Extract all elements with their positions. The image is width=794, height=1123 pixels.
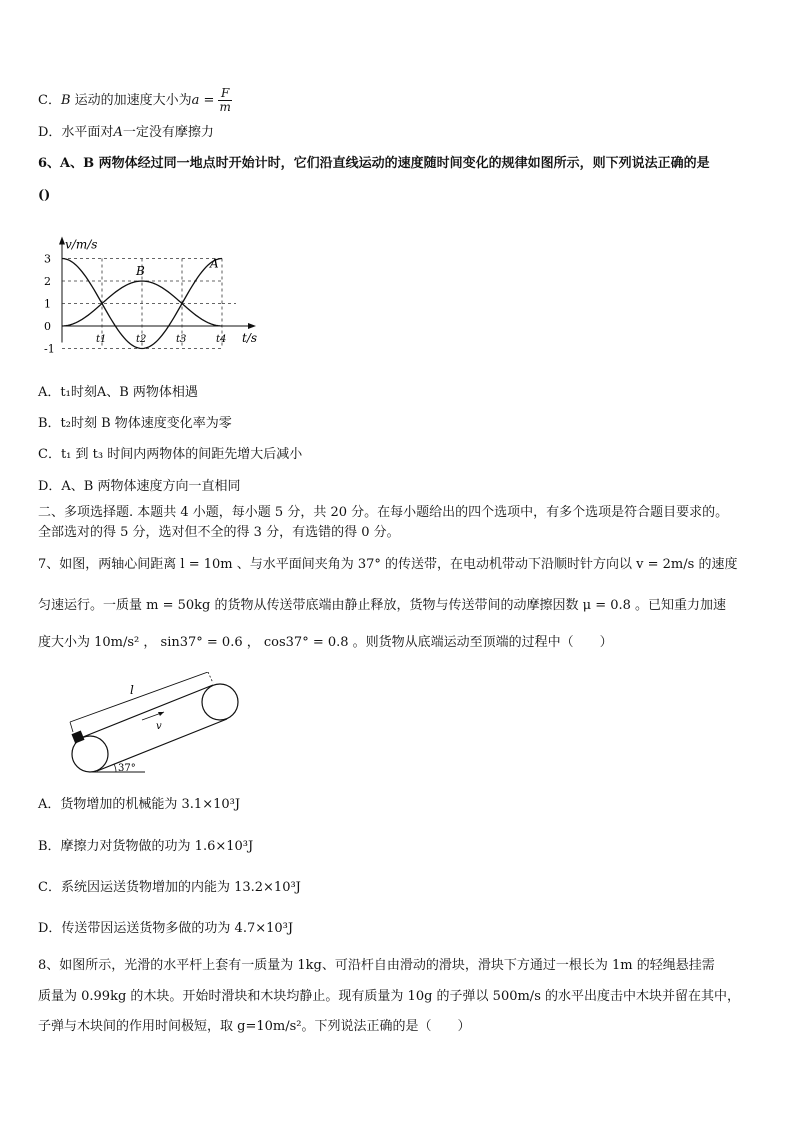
- q8-line3: 子弹与木块间的作用时间极短，取 g=10m/s²。下列说法正确的是（ ）: [38, 1019, 471, 1034]
- x-tick-label-t2: t2: [136, 334, 147, 345]
- belt-top: [83, 685, 213, 737]
- q6-option-c: C．t₁ 到 t₃ 时间内两物体的间距先增大后减小: [38, 447, 303, 462]
- q7-option-d: D．传送带因运送货物多做的功为 4.7×10³J: [38, 921, 294, 936]
- x-tick-label-t3: t3: [176, 334, 187, 345]
- length-label: l: [130, 683, 134, 697]
- angle-arc: [114, 764, 116, 772]
- x-axis-label: t/s: [242, 331, 258, 345]
- q6-option-b: B．t₂时刻 B 物体速度变化率为零: [38, 416, 232, 431]
- q8-line1: 8、如图所示，光滑的水平杆上套有一质量为 1kg、可沿杆自由滑动的滑块，滑块下方通过一根长为 1m 的轻绳悬挂需: [38, 958, 715, 973]
- velocity-label: v: [156, 721, 162, 732]
- x-tick-label-t1: t1: [96, 334, 107, 345]
- series-B-label: B: [136, 264, 145, 278]
- belt-bottom: [97, 719, 227, 771]
- q5-option-c: C．B 运动的加速度大小为a = $\frac{F}{m}$: [38, 87, 234, 114]
- dim-tick-left: [70, 722, 73, 732]
- y-axis-label: v/m/s: [65, 237, 98, 252]
- q6-velocity-chart: [36, 222, 276, 364]
- q6-option-a: A．t₁时刻A、B 两物体相遇: [38, 385, 198, 400]
- q6-option-d: D．A、B 两物体速度方向一直相同: [38, 479, 241, 494]
- top-pulley: [202, 684, 238, 720]
- section2-instructions-2: 全部选对的得 5 分，选对但不全的得 3 分，有选错的得 0 分。: [38, 525, 400, 540]
- q7-line2: 匀速运行。一质量 m = 50kg 的货物从传送带底端由静止释放，货物与传送带间的动摩擦因数 μ = 0.8 。已知重力加速: [38, 598, 727, 613]
- dim-tick-right: [208, 672, 213, 683]
- x-axis-arrow: [248, 323, 256, 329]
- q8-line2: 质量为 0.99kg 的木块。开始时滑块和木块均静止。现有质量为 10g 的子弹以 500m/s 的水平出度击中木块并留在其中，: [38, 989, 740, 1004]
- q7-option-b: B．摩擦力对货物做的功为 1.6×10³J: [38, 839, 254, 854]
- section2-instructions: 二、多项选择题. 本题共 4 小题，每小题 5 分，共 20 分。在每小题给出的四个选项中，有多个选项是符合题目要求的。: [38, 505, 729, 520]
- y-tick-label-3: 3: [44, 252, 51, 266]
- x-tick-label-t4: t4: [216, 334, 227, 345]
- y-tick-label-1: 1: [44, 297, 51, 311]
- q7-option-c: C．系统因运送货物增加的内能为 13.2×10³J: [38, 880, 301, 895]
- angle-label: 37°: [118, 763, 136, 774]
- q5-option-d: D．水平面对A一定没有摩擦力: [38, 125, 214, 140]
- series-A-label: A: [210, 256, 219, 271]
- q7-line1: 7、如图，两轴心间距离 l = 10m 、与水平面间夹角为 37° 的传送带，在电动机带动下沿顺时针方向以 v = 2m/s 的速度: [38, 557, 738, 572]
- y-tick-label-2: 2: [44, 275, 51, 288]
- q6-stem: 6、A、B 两物体经过同一地点时开始计时，它们沿直线运动的速度随时间变化的规律如图所示，则下列说法正确的是: [38, 156, 710, 171]
- y-tick-label--1: -1: [44, 342, 55, 356]
- q6-paren: (): [38, 188, 51, 203]
- conveyor-belt-diagram: [60, 672, 250, 780]
- cargo-block: [71, 730, 84, 743]
- formula-f-over-m: $\frac{F}{m}$: [219, 86, 231, 114]
- y-tick-label-0: 0: [44, 320, 51, 333]
- q7-line3: 度大小为 10m/s² ， sin37° = 0.6 ， cos37° = 0.8 。则货物从底端运动至顶端的过程中（ ）: [38, 635, 613, 650]
- q7-option-a: A．货物增加的机械能为 3.1×10³J: [38, 797, 241, 812]
